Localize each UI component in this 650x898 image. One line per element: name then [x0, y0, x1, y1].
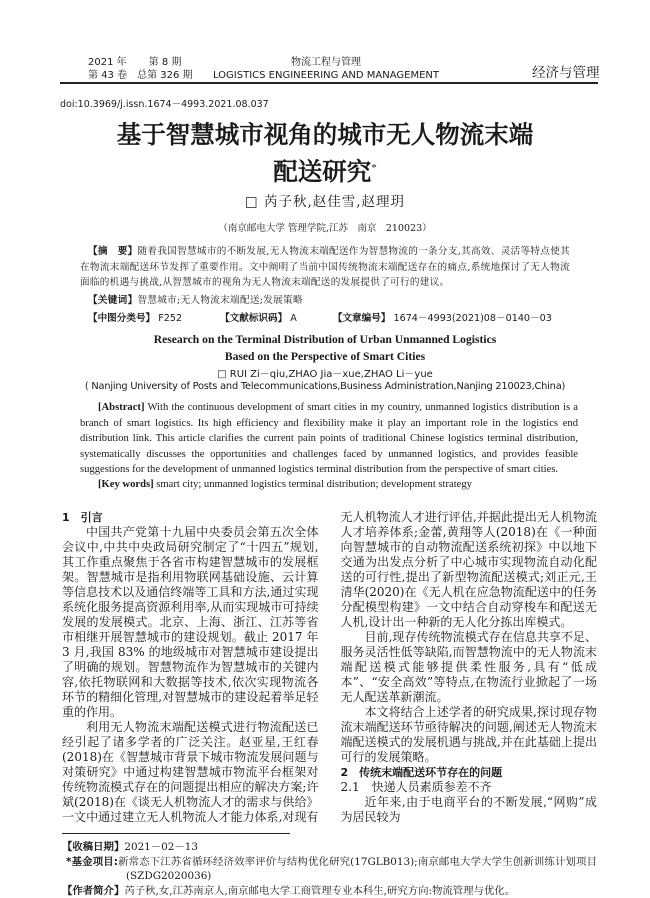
abstract-en-label: [Abstract] [98, 402, 145, 413]
paragraph: 目前,现存传统物流模式存在信息共享不足、服务灵活性低等缺陷,而智慧物流中的无人物流末端配送模式能够提供柔性服务,具有“低成本”、“安全高效”等特点,在物流行业掀起了一场无人配送革新潮流。 [340, 630, 597, 704]
author-bio-label: 【作者简介】 [62, 884, 125, 897]
affiliation: （南京邮电大学 管理学院,江苏 南京 210023） [218, 223, 432, 234]
keywords-cn-text: 智慧城市;无人物流末端配送;发展策略 [137, 295, 303, 306]
fund-label: *基金项目: [66, 855, 118, 868]
issue-number: 第 8 期 [148, 57, 182, 68]
affiliation-en: ( Nanjing University of Posts and Telecommunications,Business Administration,Nanjing 210023,China) [84, 381, 566, 392]
footnotes [62, 840, 597, 898]
paragraph: 近年来,由于电商平台的不断发展,“网购”成为居民较为 [340, 795, 597, 824]
received-label: 【收稿日期】 [62, 841, 125, 853]
title-en-line-1: Research on the Terminal Distribution of Urban Unmanned Logistics [153, 333, 497, 346]
keywords-en [98, 477, 472, 493]
abstract-en-text: With the continuous development of smart cities in my country, unmanned logistics distribution is a branch of smart logistics. Its high efficiency and flexibility make it play an important role in the logistics end distribution link. This article clarifies the current pain points of traditional Chinese logistics terminal distribution, systematically discusses the opportunities and challenges faced by unmanned logistics, and provides feasible suggestions for the development of unmanned logistics terminal distribution from the perspective of smart cities. [80, 402, 578, 475]
keywords-cn-label: 【关键词】 [88, 295, 138, 306]
footnote-rule [62, 833, 290, 834]
year: 2021 年 [88, 57, 127, 68]
fund-mark: * [371, 162, 377, 174]
abstract-cn-text: 随着我国智慧城市的不断发展,无人物流末端配送作为智慧物流的一条分支,其高效、灵活等特点使其在物流末端配送环节发挥了重要作用。文中阐明了当前中国传统物流末端配送存在的痛点,系统地探讨了无人物流面临的机遇与挑战,从智慧城市的视角为无人物流末端配送的发展提供了可行的建议。 [80, 246, 570, 288]
total-issue: 总第 326 期 [137, 70, 193, 81]
clc-code: F252 [158, 313, 183, 324]
keywords-en-text: smart city; unmanned logistics terminal distribution; development strategy [153, 479, 472, 490]
keywords-cn [88, 293, 303, 309]
article-title [0, 120, 650, 189]
title-line-1: 基于智慧城市视角的城市无人物流末端 [116, 122, 534, 149]
abstract-cn-label: 【摘 要】 [88, 246, 138, 257]
volume: 第 43 卷 [88, 70, 128, 81]
paragraph: 中国共产党第十九届中央委员会第五次全体会议中,中共中央政局研究制定了“十四五”规划,其工作重点聚焦于各省市构建智慧城市的发展框架。智慧城市是指利用物联网基础设施、云计算等信息技术以及通信终端等工具和方法,通过实现系统化服务提高资源利用率,从而实现城市可持续发展的发展模式。北京、上海、浙江、江苏等省市相继开展智慧城市的建设规划。截止 2017 年 3 月,我国 83% 的地级城市对智慧城市建设提出了明确的规划。智慧物流作为智慧城市的关键内容,依托物联网和大数据等技术,依次实现物流各环节的精细化管理,对智慧城市的建设起着举足轻重的作用。 [62, 525, 319, 719]
received-date: 2021－02－13 [124, 841, 199, 853]
title-en-line-2: Based on the Perspective of Smart Cities [224, 350, 426, 363]
subsection-2-1-heading: 2.1 快递人员素质参差不齐 [340, 780, 492, 794]
body-columns [62, 510, 597, 825]
section-1-heading: 1 引言 [62, 511, 103, 524]
authors: □ 芮子秋,赵佳雪,赵理玥 [244, 194, 406, 210]
doi: doi:10.3969/j.issn.1674－4993.2021.08.037 [60, 99, 269, 110]
fund-text: 新常态下江苏省循环经济效率评价与结构优化研究(17GLB013);南京邮电大学大学生创新训练计划项目(SZDG2020036) [117, 855, 598, 882]
title-line-2: 配送研究 [273, 159, 372, 187]
keywords-en-label: [Key words] [98, 479, 154, 490]
header-rule [60, 82, 598, 84]
abstract-en [80, 400, 578, 478]
paragraph: 利用无人物流末端配送模式进行物流配送已经引起了诸多学者的广泛关注。赵亚星,王红春(2018)在《智慧城市背景下城市物流发展问题与对策研究》中通过构建智慧城市物流平台框架对传统物流模式存在的问题提出相应的解决方案;许斌(2018)在《谈无人机物流人才的需求与供给》一文中通过建立无人机物流人才能力体系,对现有无人机物流人才进行评估,并据此提出无人机物流人才培养体系;金蕾,黄翔等人(2018)在《一种面向智慧城市的自动物流配送系统初探》中以地下交通为出发点分析了中心城市实现物流自动化配送的可行性,提出了新型物流配送模式;刘正元,王清华(2020)在《无人机在应急物流配送中的任务分配模型构建》一文中结合自动穿梭车和配送无人机,设计出一种新的无人化分拣出库模式。 [62, 510, 597, 824]
paragraph: 本文将结合上述学者的研究成果,探讨现存物流末端配送环节亟待解决的问题,阐述无人物流末端配送模式的发展机遇与挑战,并在此基础上提出可行的发展策略。 [340, 705, 597, 764]
clc-label: 【中图分类号】 [88, 313, 156, 324]
author-bio: 芮子秋,女,江苏南京人,南京邮电大学工商管理专业本科生,研究方向:物流管理与优化。 [124, 884, 516, 897]
abstract-cn [80, 244, 570, 291]
section-2-heading: 2 传统末端配送环节存在的问题 [340, 766, 503, 779]
doc-code-label: 【文献标识码】 [220, 313, 288, 324]
article-number-label: 【文章编号】 [332, 313, 391, 324]
journal-name-en: LOGISTICS ENGINEERING AND MANAGEMENT [212, 70, 440, 81]
doc-code: A [290, 313, 297, 324]
journal-name-cn: 物流工程与管理 [291, 57, 361, 68]
article-number: 1674－4993(2021)08－0140－03 [393, 313, 552, 324]
journal-name [176, 56, 476, 82]
section-label: 经济与管理 [532, 65, 600, 81]
authors-en: □ RUI Zi－qiu,ZHAO Jia－xue,ZHAO Li－yue [217, 369, 433, 380]
body-and-footnotes [62, 510, 597, 898]
classification [88, 310, 552, 324]
title-en [0, 331, 650, 365]
